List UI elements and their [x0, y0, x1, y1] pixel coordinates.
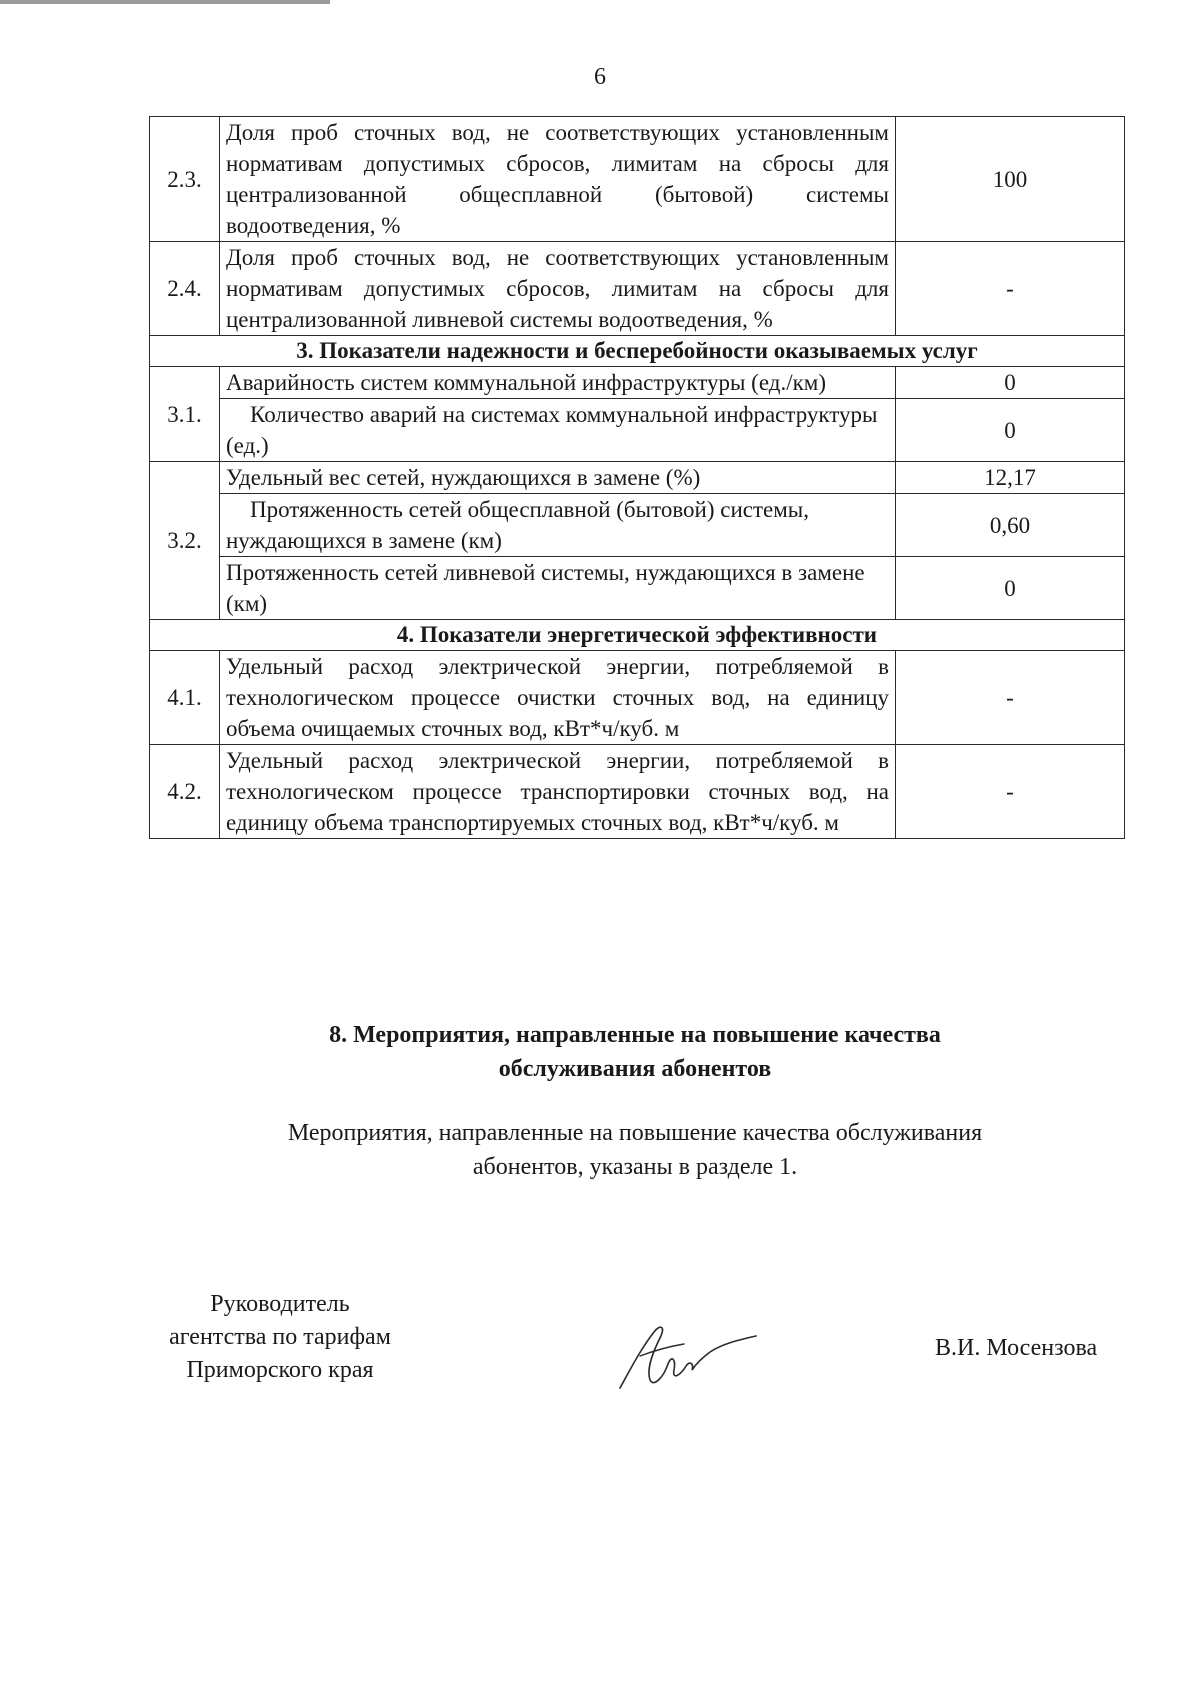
row-number: 2.4.	[150, 242, 220, 336]
signatory-title-line: Руководитель	[210, 1291, 350, 1317]
row-number: 2.3.	[150, 117, 220, 242]
indicator-name: Удельный расход электрической энергии, потребляемой в технологическом процессе транспортировки сточных вод, на единицу объема транспортируемых сточных вод, кВт*ч/куб. м	[220, 745, 896, 839]
table-row	[150, 557, 1125, 620]
table-row	[150, 399, 1125, 462]
table-row	[150, 117, 1125, 242]
indicator-name: Протяженность сетей общесплавной (бытовой) системы, нуждающихся в замене (км)	[226, 497, 809, 553]
signatory-title	[140, 1288, 420, 1387]
section-8-heading-line: 8. Мероприятия, направленные на повышение качества	[329, 1022, 941, 1048]
page-number: 6	[594, 64, 606, 90]
table-row	[150, 462, 1125, 494]
scan-edge-mark	[0, 0, 330, 4]
indicator-value: 0	[896, 557, 1125, 620]
indicator-value: 0	[896, 399, 1125, 462]
indicator-name: Доля проб сточных вод, не соответствующих установленным нормативам допустимых сбросов, лимитам на сбросы для централизованной ливневой системы водоотведения, %	[220, 242, 896, 336]
section-title: 3. Показатели надежности и бесперебойности оказываемых услуг	[150, 336, 1125, 367]
table-row	[150, 494, 1125, 557]
signatory-name: В.И. Мосензова	[935, 1335, 1098, 1361]
section-8-heading-line: обслуживания абонентов	[498, 1056, 772, 1082]
indicator-name: Доля проб сточных вод, не соответствующих установленным нормативам допустимых сбросов, лимитам на сбросы для централизованной общесплавной (бытовой) системы водоотведения, %	[220, 117, 896, 242]
indicator-value: -	[896, 242, 1125, 336]
indicator-name: Удельный вес сетей, нуждающихся в замене (%)	[220, 462, 896, 494]
handwritten-signature	[610, 1310, 760, 1400]
indicator-name: Удельный расход электрической энергии, потребляемой в технологическом процессе очистки сточных вод, на единицу объема очищаемых сточных вод, кВт*ч/куб. м	[220, 651, 896, 745]
paragraph-line: абонентов, указаны в разделе 1.	[472, 1154, 798, 1180]
indicators-table	[149, 116, 1125, 839]
indicator-name: Количество аварий на системах коммунальной инфраструктуры (ед.)	[226, 402, 878, 458]
signatory-title-line: Приморского края	[186, 1357, 374, 1383]
indicator-value: -	[896, 745, 1125, 839]
indicator-name-cell	[220, 494, 896, 557]
indicator-value: 100	[896, 117, 1125, 242]
signatory-title-line: агентства по тарифам	[169, 1324, 391, 1350]
section-8-heading	[150, 1018, 1120, 1086]
indicator-value: -	[896, 651, 1125, 745]
table-row	[150, 367, 1125, 399]
indicator-name: Протяженность сетей ливневой системы, нуждающихся в замене (км)	[220, 557, 896, 620]
row-number: 3.2.	[150, 462, 220, 620]
section-8-paragraph	[150, 1116, 1120, 1184]
indicator-name-cell	[220, 399, 896, 462]
row-number: 4.2.	[150, 745, 220, 839]
row-number: 3.1.	[150, 367, 220, 462]
row-number: 4.1.	[150, 651, 220, 745]
section-row	[150, 336, 1125, 367]
section-row	[150, 620, 1125, 651]
indicator-name: Аварийность систем коммунальной инфраструктуры (ед./км)	[220, 367, 896, 399]
indicator-value: 12,17	[896, 462, 1125, 494]
indicator-value: 0,60	[896, 494, 1125, 557]
section-title: 4. Показатели энергетической эффективности	[150, 620, 1125, 651]
table-row	[150, 242, 1125, 336]
table-row	[150, 651, 1125, 745]
table-row	[150, 745, 1125, 839]
paragraph-line: Мероприятия, направленные на повышение качества обслуживания	[287, 1120, 983, 1146]
indicator-value: 0	[896, 367, 1125, 399]
